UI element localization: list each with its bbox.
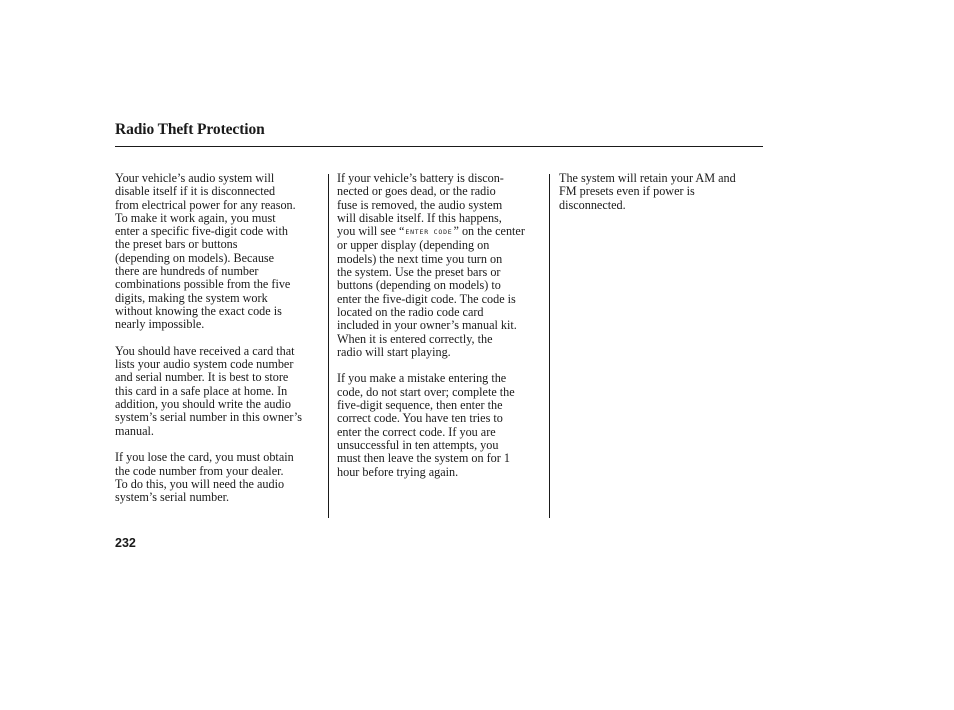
text-line: correct code. You have ten tries to	[337, 411, 503, 426]
text-line: fuse is removed, the audio system	[337, 197, 503, 212]
title-rule	[115, 146, 763, 147]
text-line: the code number from your dealer.	[115, 463, 284, 478]
text-line: from electrical power for any reason.	[115, 197, 296, 212]
text-line: To do this, you will need the audio	[115, 476, 285, 491]
text-line: FM presets even if power is	[559, 184, 695, 199]
text-line: must then leave the system on for 1	[337, 451, 510, 466]
text-line: unsuccessful in ten attempts, you	[337, 437, 499, 452]
text-line: If you make a mistake entering the	[337, 371, 507, 386]
text-run: you will see “	[337, 224, 405, 239]
text-line: or upper display (depending on	[337, 238, 490, 253]
text-line: nected or goes dead, or the radio	[337, 184, 496, 199]
text-line: combinations possible from the five	[115, 277, 291, 292]
text-line: will disable itself. If this happens,	[337, 210, 502, 225]
paragraph	[337, 172, 543, 359]
text-column-2	[337, 172, 543, 492]
text-line: addition, you should write the audio	[115, 397, 292, 412]
display-message-text: ENTER CODE	[405, 228, 453, 237]
text-line: five-digit sequence, then enter the	[337, 398, 503, 413]
text-line: enter the correct code. If you are	[337, 424, 496, 439]
text-line: located on the radio code card	[337, 304, 484, 319]
text-line: radio will start playing.	[337, 344, 451, 359]
paragraph	[115, 345, 327, 438]
page-title: Radio Theft Protection	[115, 121, 265, 138]
page-number: 232	[115, 536, 136, 550]
text-line	[337, 225, 543, 239]
text-line: lists your audio system code number	[115, 357, 294, 372]
text-line: buttons (depending on models) to	[337, 278, 501, 293]
text-line: system’s serial number.	[115, 490, 230, 505]
text-line: included in your owner’s manual kit.	[337, 318, 517, 333]
text-line: the preset bars or buttons	[115, 237, 238, 252]
text-line: manual.	[115, 423, 154, 438]
paragraph	[115, 451, 327, 504]
text-line: If your vehicle’s battery is discon-	[337, 171, 504, 185]
text-line: To make it work again, you must	[115, 210, 276, 225]
text-line: models) the next time you turn on	[337, 251, 503, 266]
text-line: there are hundreds of number	[115, 264, 259, 279]
column-divider-1	[328, 174, 329, 518]
text-line: enter the five-digit code. The code is	[337, 291, 516, 306]
paragraph	[115, 172, 327, 332]
text-line: digits, making the system work	[115, 290, 268, 305]
text-column-1	[115, 172, 327, 518]
text-line: The system will retain your AM and	[559, 171, 736, 185]
text-run: ” on the center	[453, 224, 525, 239]
text-line: enter a specific five-digit code with	[115, 224, 288, 239]
text-column-3	[559, 172, 763, 225]
text-line: If you lose the card, you must obtain	[115, 450, 294, 465]
text-line: and serial number. It is best to store	[115, 370, 289, 385]
text-line: system’s serial number in this owner’s	[115, 410, 302, 425]
text-line: You should have received a card that	[115, 343, 295, 358]
text-line: (depending on models). Because	[115, 250, 275, 265]
paragraph	[559, 172, 763, 212]
text-line: hour before trying again.	[337, 464, 459, 479]
text-line: the system. Use the preset bars or	[337, 265, 501, 280]
text-line: When it is entered correctly, the	[337, 331, 493, 346]
text-line: code, do not start over; complete the	[337, 384, 515, 399]
text-line: disconnected.	[559, 197, 626, 212]
column-divider-2	[549, 174, 550, 518]
text-line: nearly impossible.	[115, 317, 205, 332]
paragraph	[337, 372, 543, 478]
text-line: this card in a safe place at home. In	[115, 383, 288, 398]
text-line: Your vehicle’s audio system will	[115, 171, 275, 185]
text-line: without knowing the exact code is	[115, 303, 282, 318]
text-line: disable itself if it is disconnected	[115, 184, 276, 199]
